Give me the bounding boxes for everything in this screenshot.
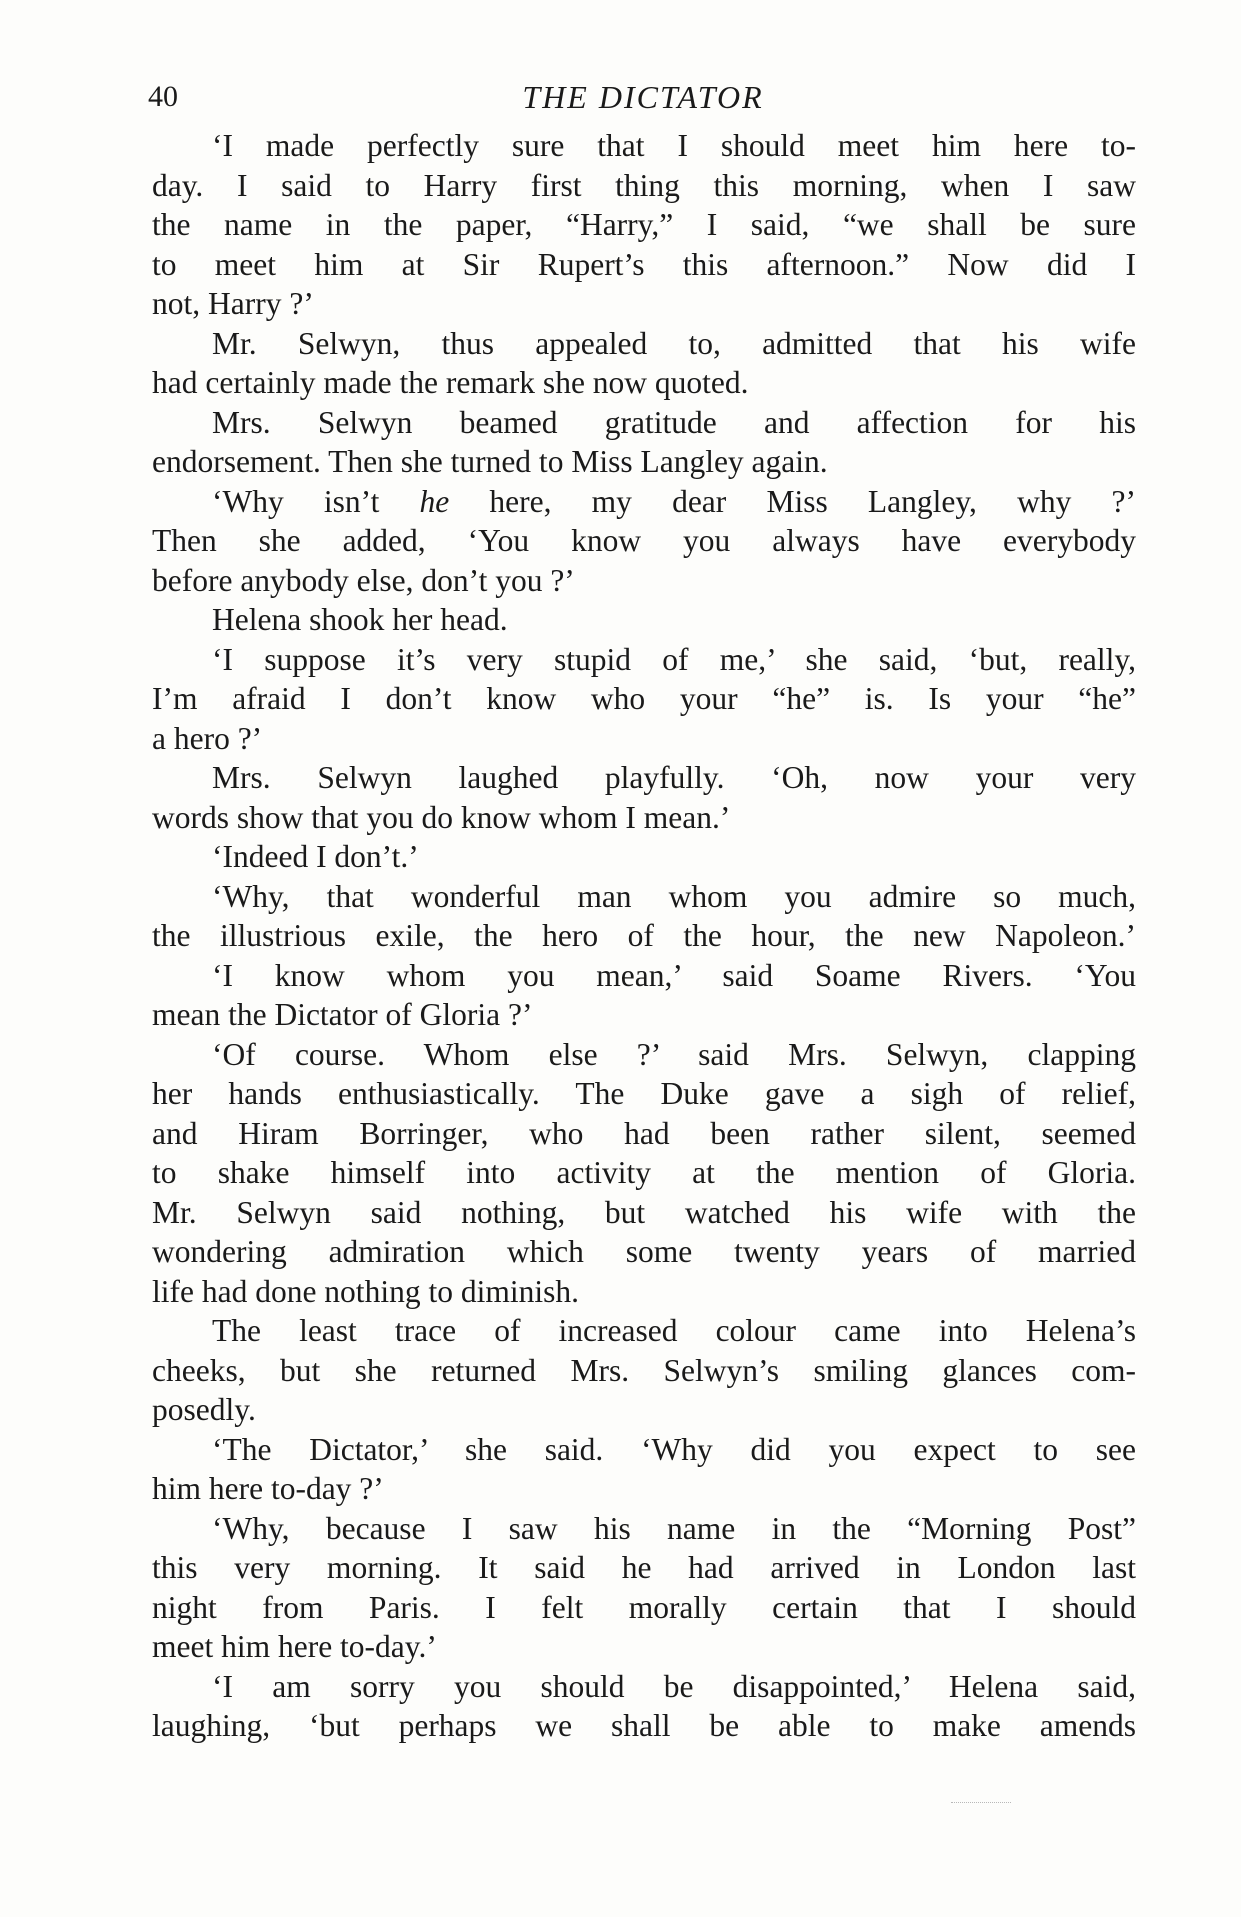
text-line: posedly. bbox=[152, 1392, 256, 1427]
text-line: him here to-day ?’ bbox=[152, 1471, 384, 1506]
text-line: ‘Of course. Whom else ?’ said Mrs. Selwyn, clapping bbox=[212, 1036, 1136, 1072]
text-line: this very morning. It said he had arrived in London last bbox=[152, 1550, 1136, 1585]
page-header bbox=[148, 72, 1138, 122]
text-line: ‘The Dictator,’ she said. ‘Why did you expect to see bbox=[212, 1431, 1136, 1467]
text-line: The least trace of increased colour came into Helena’s bbox=[212, 1313, 1136, 1348]
body-text bbox=[152, 126, 1136, 1746]
text-line: ‘Why, that wonderful man whom you admire so much, bbox=[212, 878, 1136, 914]
text-line: ‘I am sorry you should be disappointed,’ Helena said, bbox=[212, 1668, 1136, 1704]
text-line: before anybody else, don’t you ?’ bbox=[152, 562, 575, 598]
text-line: the name in the paper, “Harry,” I said, “we shall be sure bbox=[152, 207, 1136, 242]
text-line: Mrs. Selwyn laughed playfully. ‘Oh, now your very bbox=[212, 760, 1136, 795]
text-line: ‘Why isn’t he here, my dear Miss Langley, why ?’ bbox=[212, 483, 1136, 519]
text-line: Mrs. Selwyn beamed gratitude and affection for his bbox=[212, 404, 1136, 440]
text-line: ‘I suppose it’s very stupid of me,’ she said, ‘but, really, bbox=[212, 641, 1136, 677]
text-line: life had done nothing to diminish. bbox=[152, 1273, 579, 1309]
text-line: to shake himself into activity at the mention of Gloria. bbox=[152, 1155, 1136, 1190]
text-line: and Hiram Borringer, who had been rather silent, seemed bbox=[152, 1115, 1136, 1151]
text-line: ‘Indeed I don’t.’ bbox=[212, 839, 419, 874]
text-line: to meet him at Sir Rupert’s this afternoon.” Now did I bbox=[152, 246, 1136, 282]
text-line: Then she added, ‘You know you always have everybody bbox=[152, 523, 1136, 558]
text-line: her hands enthusiastically. The Duke gave a sigh of relief, bbox=[152, 1076, 1136, 1111]
text-line: mean the Dictator of Gloria ?’ bbox=[152, 997, 533, 1032]
text-line: not, Harry ?’ bbox=[152, 286, 314, 321]
text-line: words show that you do know whom I mean.’ bbox=[152, 799, 731, 835]
text-line: laughing, ‘but perhaps we shall be able to make amends bbox=[152, 1708, 1136, 1743]
text-line: the illustrious exile, the hero of the hour, the new Napoleon.’ bbox=[152, 918, 1136, 953]
text-line: I’m afraid I don’t know who your “he” is. Is your “he” bbox=[152, 681, 1136, 716]
text-line: cheeks, but she returned Mrs. Selwyn’s smiling glances com- bbox=[152, 1352, 1136, 1388]
text-line: endorsement. Then she turned to Miss Langley again. bbox=[152, 444, 828, 479]
print-speck bbox=[951, 1802, 1011, 1807]
text-line: Mr. Selwyn said nothing, but watched his wife with the bbox=[152, 1194, 1136, 1230]
text-line: ‘I made perfectly sure that I should meet him here to- bbox=[212, 128, 1136, 163]
text-line: ‘Why, because I saw his name in the “Morning Post” bbox=[212, 1510, 1136, 1546]
text-line: wondering admiration which some twenty years of married bbox=[152, 1234, 1136, 1269]
text-line: Helena shook her head. bbox=[212, 602, 508, 637]
text-line: ‘I know whom you mean,’ said Soame Rivers. ‘You bbox=[212, 957, 1136, 993]
text-line: meet him here to-day.’ bbox=[152, 1629, 437, 1664]
text-line: Mr. Selwyn, thus appealed to, admitted that his wife bbox=[212, 325, 1136, 361]
running-title: THE DICTATOR bbox=[522, 79, 764, 115]
text-line: had certainly made the remark she now quoted. bbox=[152, 365, 749, 400]
text-line: night from Paris. I felt morally certain that I should bbox=[152, 1589, 1136, 1625]
text-line: a hero ?’ bbox=[152, 720, 263, 756]
page-number: 40 bbox=[148, 80, 178, 113]
text-line: day. I said to Harry first thing this morning, when I saw bbox=[152, 167, 1136, 203]
emphasis-he: he bbox=[419, 483, 450, 519]
